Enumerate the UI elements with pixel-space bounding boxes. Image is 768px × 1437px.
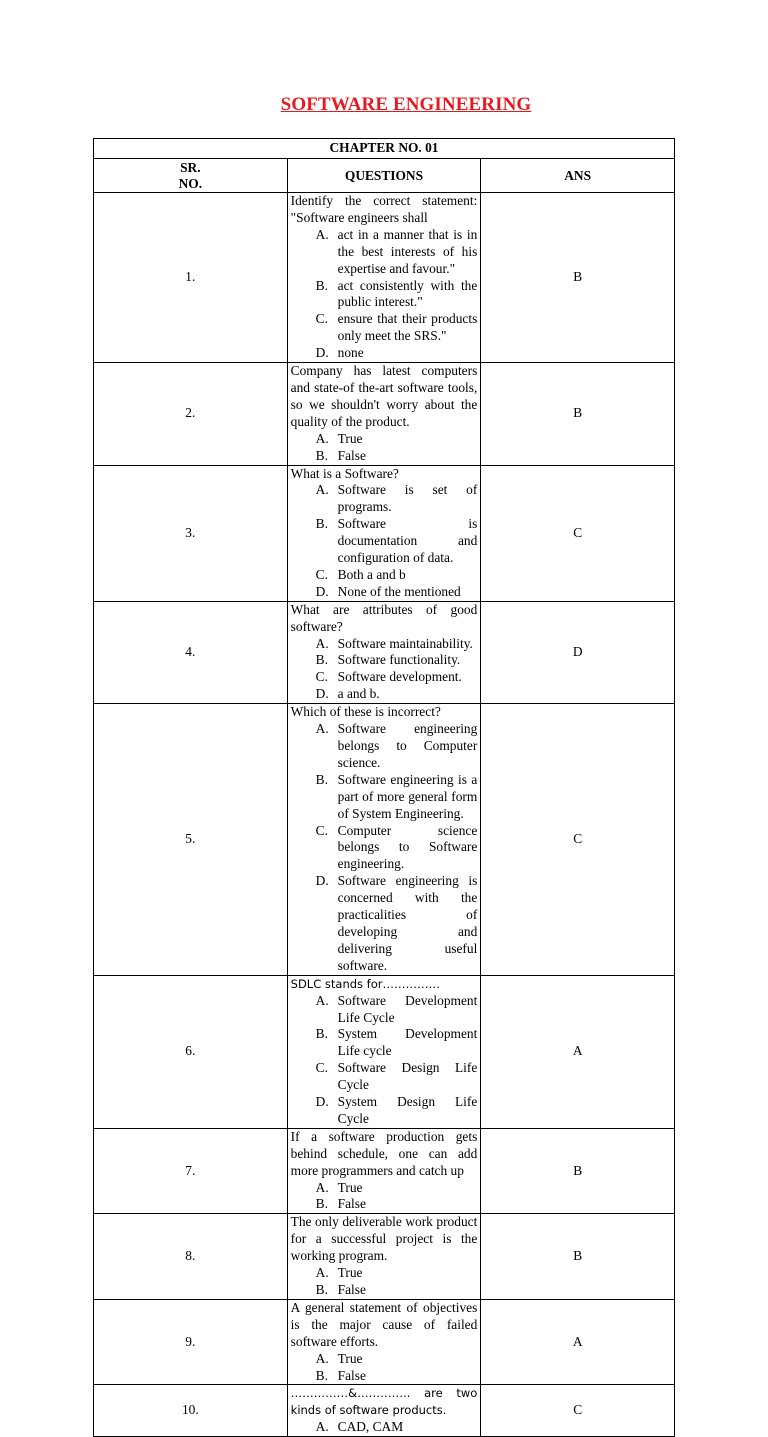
option-item: [291, 448, 478, 465]
option-item: [291, 1060, 478, 1094]
question-cell: [287, 975, 481, 1128]
question-row: [94, 1299, 675, 1385]
option-letter: C.: [315, 822, 328, 838]
option-letter: A.: [315, 1265, 329, 1281]
option-text: True: [337, 1350, 363, 1366]
document-title: SOFTWARE ENGINEERING: [280, 94, 532, 115]
question-number: 4.: [94, 601, 288, 703]
option-item: [291, 1282, 478, 1299]
question-text: What are attributes of good software?: [290, 601, 478, 634]
question-row: [94, 601, 675, 703]
options-list: [291, 721, 478, 975]
option-letter: B.: [315, 1026, 328, 1042]
option-text: act consistently with the public interest.": [337, 277, 478, 310]
question-text: ……………&………….. are two kinds of software products.: [290, 1386, 478, 1418]
question-text: What is a Software?: [290, 465, 399, 481]
option-text: System Development Life cycle: [337, 1026, 478, 1059]
option-item: [291, 1419, 478, 1436]
option-item: [291, 686, 478, 703]
option-letter: A.: [315, 1419, 329, 1435]
answer-cell: B: [481, 1128, 675, 1214]
option-item: [291, 993, 478, 1027]
option-item: [291, 278, 478, 312]
options-list: [291, 1180, 478, 1214]
option-letter: A.: [315, 721, 329, 737]
question-row: [94, 465, 675, 601]
question-cell: [287, 1385, 481, 1437]
question-number: 10.: [94, 1385, 288, 1437]
option-text: Software development.: [337, 669, 462, 685]
option-item: [291, 516, 478, 567]
options-list: [291, 227, 478, 362]
option-text: CAD, CAM: [337, 1419, 404, 1435]
option-letter: C.: [315, 311, 328, 327]
question-number: 1.: [94, 193, 288, 363]
sr-no-header: SR. NO.: [94, 159, 288, 193]
option-item: [291, 1180, 478, 1197]
question-row: [94, 193, 675, 363]
option-letter: C.: [315, 566, 328, 582]
option-text: False: [337, 1367, 366, 1383]
option-letter: B.: [315, 1282, 328, 1297]
options-list: [291, 1351, 478, 1385]
option-letter: D.: [315, 873, 329, 889]
option-text: Software Design Life Cycle: [337, 1060, 478, 1093]
answer-cell: B: [481, 193, 675, 363]
option-item: [291, 636, 478, 653]
option-text: Software engineering is concerned with the practicalities of developing and delivering useful software.: [337, 873, 478, 973]
question-text: Which of these is incorrect?: [290, 704, 441, 720]
option-letter: A.: [315, 482, 329, 498]
option-letter: B.: [315, 652, 328, 668]
options-list: [291, 636, 478, 704]
option-text: False: [337, 447, 366, 463]
question-number: 7.: [94, 1128, 288, 1214]
question-cell: [287, 193, 481, 363]
option-letter: D.: [315, 686, 329, 702]
question-cell: [287, 1214, 481, 1300]
question-number: 6.: [94, 975, 288, 1128]
option-item: [291, 1196, 478, 1213]
option-item: [291, 1094, 478, 1128]
option-item: [291, 567, 478, 584]
questions-header: QUESTIONS: [287, 159, 481, 193]
option-text: Software maintainability.: [337, 635, 473, 651]
answer-cell: B: [481, 363, 675, 465]
option-item: [291, 345, 478, 362]
question-row: [94, 1385, 675, 1437]
option-letter: A.: [315, 992, 329, 1008]
options-list: [291, 431, 478, 465]
option-letter: C.: [315, 669, 328, 685]
chapter-row: [94, 139, 675, 159]
option-text: False: [337, 1282, 366, 1297]
question-text: If a software production gets behind schedule, one can add more programmers and catch up: [290, 1128, 478, 1178]
chapter-heading: CHAPTER NO. 01: [94, 139, 675, 159]
option-text: Computer science belongs to Software engineering.: [337, 822, 478, 872]
option-letter: D.: [315, 1094, 329, 1110]
question-cell: [287, 363, 481, 465]
option-item: [291, 227, 478, 278]
option-letter: A.: [315, 1179, 329, 1195]
question-number: 9.: [94, 1299, 288, 1385]
option-item: [291, 1351, 478, 1368]
option-text: Software Development Life Cycle: [337, 992, 478, 1025]
option-text: True: [337, 1265, 363, 1281]
option-text: none: [337, 345, 364, 361]
question-row: [94, 1214, 675, 1300]
question-text: The only deliverable work product for a successful project is the working program.: [290, 1214, 478, 1264]
ans-header: ANS: [481, 159, 675, 193]
option-item: [291, 721, 478, 772]
question-text: SDLC stands for……………: [290, 976, 440, 991]
question-cell: [287, 601, 481, 703]
option-text: Both a and b: [337, 566, 406, 582]
option-item: [291, 431, 478, 448]
options-list: [291, 1419, 478, 1436]
question-row: [94, 704, 675, 976]
question-text: Company has latest computers and state-of the-art software tools, so we shouldn't worry about the quality of the product.: [290, 363, 478, 429]
question-row: [94, 1128, 675, 1214]
question-number: 3.: [94, 465, 288, 601]
question-row: [94, 975, 675, 1128]
option-item: [291, 873, 478, 974]
option-item: [291, 1026, 478, 1060]
question-text: Identify the correct statement: "Software engineers shall: [290, 193, 478, 225]
option-letter: A.: [315, 226, 329, 242]
option-letter: B.: [315, 771, 328, 787]
option-text: Software engineering belongs to Computer science.: [337, 721, 478, 770]
question-text: A general statement of objectives is the major cause of failed software efforts.: [290, 1299, 478, 1349]
option-letter: B.: [315, 516, 328, 532]
option-item: [291, 652, 478, 669]
option-text: Software functionality.: [337, 652, 461, 668]
option-letter: C.: [315, 1060, 328, 1076]
option-item: [291, 1265, 478, 1282]
option-letter: D.: [315, 345, 329, 361]
question-cell: [287, 704, 481, 976]
options-list: [291, 993, 478, 1128]
answer-cell: A: [481, 1299, 675, 1385]
question-cell: [287, 1128, 481, 1214]
question-number: 8.: [94, 1214, 288, 1300]
answer-cell: C: [481, 465, 675, 601]
option-text: Software engineering is a part of more general form of System Engineering.: [337, 771, 478, 821]
option-item: [291, 669, 478, 686]
option-letter: A.: [315, 1350, 329, 1366]
option-text: True: [337, 1179, 363, 1195]
option-text: Software is documentation and configuration of data.: [337, 516, 478, 566]
option-letter: A.: [315, 430, 329, 446]
option-letter: A.: [315, 635, 329, 651]
option-letter: D.: [315, 583, 329, 599]
option-letter: B.: [315, 447, 328, 463]
answer-cell: C: [481, 704, 675, 976]
option-item: [291, 1368, 478, 1385]
question-cell: [287, 1299, 481, 1385]
option-letter: B.: [315, 277, 328, 293]
question-number: 5.: [94, 704, 288, 976]
question-row: [94, 363, 675, 465]
option-item: [291, 772, 478, 823]
option-letter: B.: [315, 1367, 328, 1383]
answer-cell: D: [481, 601, 675, 703]
option-text: None of the mentioned: [337, 583, 461, 599]
header-row: [94, 159, 675, 193]
option-item: [291, 311, 478, 345]
options-list: [291, 482, 478, 600]
option-text: True: [337, 430, 363, 446]
option-letter: B.: [315, 1196, 328, 1212]
option-text: Software is set of programs.: [337, 482, 478, 515]
option-item: [291, 584, 478, 601]
answer-cell: A: [481, 975, 675, 1128]
option-text: a and b.: [337, 686, 380, 702]
answer-cell: B: [481, 1214, 675, 1300]
option-text: System Design Life Cycle: [337, 1094, 478, 1126]
option-item: [291, 482, 478, 516]
questions-table: [93, 138, 675, 1437]
option-text: False: [337, 1196, 366, 1212]
question-cell: [287, 465, 481, 601]
option-text: ensure that their products only meet the SRS.": [337, 311, 478, 344]
option-item: [291, 823, 478, 874]
question-number: 2.: [94, 363, 288, 465]
option-text: act in a manner that is in the best interests of his expertise and favour.": [337, 226, 478, 276]
answer-cell: C: [481, 1385, 675, 1437]
options-list: [291, 1265, 478, 1299]
